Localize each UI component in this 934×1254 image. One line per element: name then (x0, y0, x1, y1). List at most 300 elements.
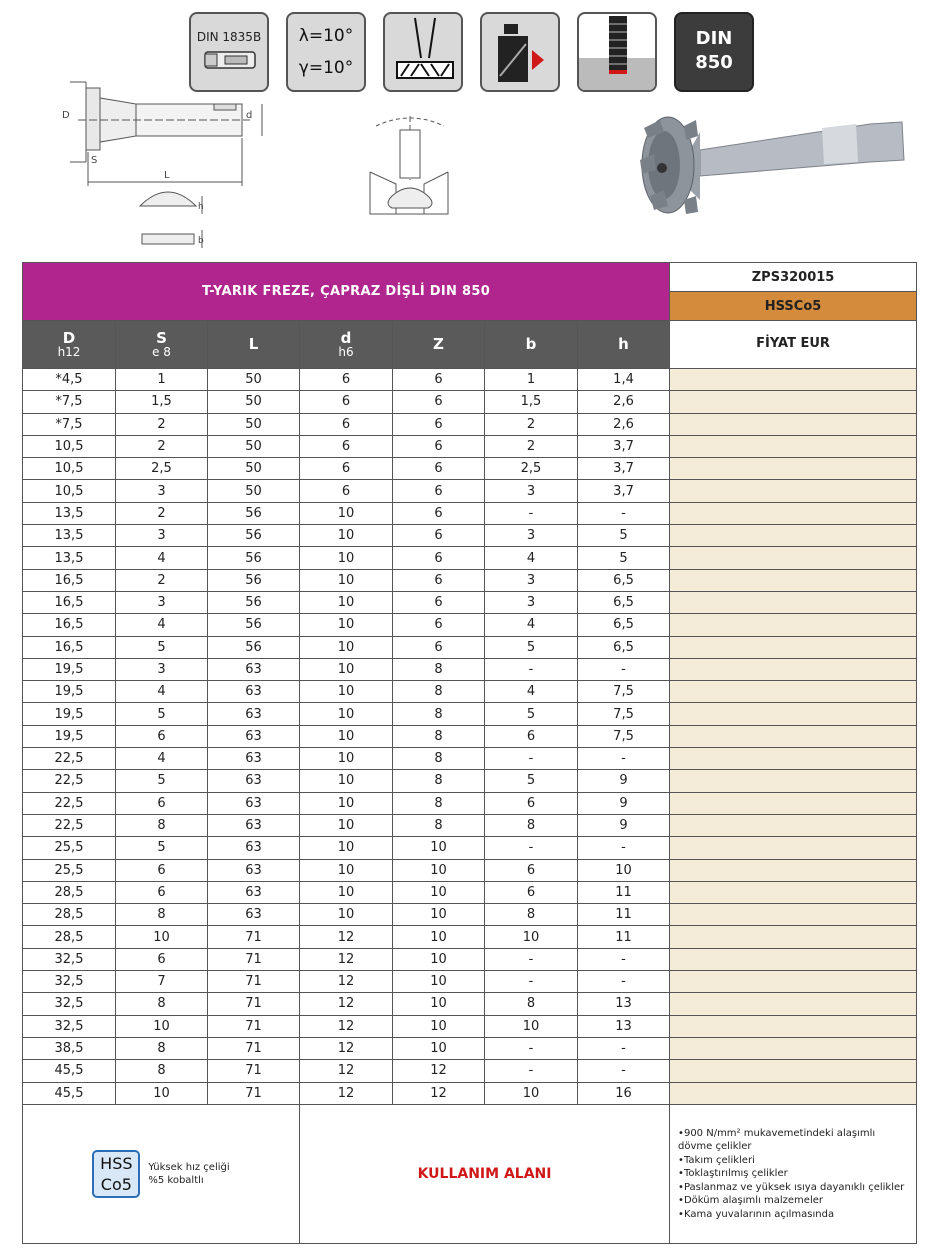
din-spec-label: DIN 1835B (196, 30, 262, 44)
table-cell: *7,5 (23, 391, 116, 413)
table-cell: 3 (485, 591, 578, 613)
material-label: HSSCo5 (670, 292, 917, 321)
price-cell (670, 614, 917, 636)
table-cell: 6 (300, 369, 393, 391)
table-cell: 71 (208, 993, 300, 1015)
table-cell: 10 (300, 703, 393, 725)
price-cell (670, 458, 917, 480)
table-cell: 10 (300, 502, 393, 524)
price-cell (670, 1082, 917, 1104)
table-cell: 1 (116, 369, 208, 391)
col-header-S: S e 8 (116, 321, 208, 369)
price-cell (670, 926, 917, 948)
table-cell: 8 (393, 792, 485, 814)
table-cell: 12 (393, 1082, 485, 1104)
price-cell (670, 391, 917, 413)
table-cell: 10 (393, 971, 485, 993)
table-cell: 10 (300, 881, 393, 903)
table-row (23, 971, 917, 993)
table-cell: 10 (485, 926, 578, 948)
table-cell: 32,5 (23, 1015, 116, 1037)
table-row (23, 569, 917, 591)
table-cell: 8 (116, 1037, 208, 1059)
table-cell: 63 (208, 881, 300, 903)
table-row (23, 703, 917, 725)
table-cell: 4 (116, 681, 208, 703)
price-cell (670, 1037, 917, 1059)
table-row (23, 814, 917, 836)
table-cell: - (578, 748, 670, 770)
table-cell: 19,5 (23, 703, 116, 725)
table-cell: 10 (300, 904, 393, 926)
table-cell: 10 (300, 658, 393, 680)
lambda-value: λ=10° (298, 26, 354, 46)
col-header-b: b (485, 321, 578, 369)
table-cell: 3,7 (578, 435, 670, 457)
table-cell: 22,5 (23, 748, 116, 770)
table-cell: 16,5 (23, 591, 116, 613)
table-cell: 63 (208, 904, 300, 926)
table-row (23, 748, 917, 770)
table-cell: 6 (393, 547, 485, 569)
table-cell: 10 (300, 547, 393, 569)
table-cell: 8 (116, 814, 208, 836)
table-cell: 71 (208, 948, 300, 970)
table-cell: 16,5 (23, 569, 116, 591)
table-cell: 19,5 (23, 725, 116, 747)
table-cell: 2,6 (578, 413, 670, 435)
table-cell: 8 (393, 658, 485, 680)
table-cell: 8 (393, 681, 485, 703)
table-cell: 2 (116, 502, 208, 524)
table-cell: 6 (485, 859, 578, 881)
table-cell: 8 (116, 904, 208, 926)
table-cell: 5 (116, 703, 208, 725)
table-cell: 2 (116, 413, 208, 435)
price-cell (670, 770, 917, 792)
footer-row (23, 1104, 917, 1243)
table-row (23, 547, 917, 569)
table-cell: 56 (208, 591, 300, 613)
table-cell: 32,5 (23, 993, 116, 1015)
table-cell: 10 (578, 859, 670, 881)
table-cell: 6 (300, 413, 393, 435)
label-b: b (198, 236, 204, 246)
table-cell: 3,7 (578, 480, 670, 502)
table-row (23, 369, 917, 391)
table-row (23, 1060, 917, 1082)
table-cell: 10 (300, 814, 393, 836)
table-cell: 50 (208, 480, 300, 502)
table-cell: 56 (208, 525, 300, 547)
price-cell (670, 636, 917, 658)
table-row (23, 413, 917, 435)
table-row (23, 636, 917, 658)
table-cell: 3 (485, 480, 578, 502)
price-cell (670, 703, 917, 725)
col-header-L: L (208, 321, 300, 369)
table-cell: 2,5 (485, 458, 578, 480)
table-cell: - (485, 1060, 578, 1082)
table-cell: 6 (300, 391, 393, 413)
usage-title-cell (300, 1104, 670, 1243)
table-cell: 6 (116, 792, 208, 814)
table-title: T-YARIK FREZE, ÇAPRAZ DİŞLİ DIN 850 (23, 263, 670, 321)
table-cell: 9 (578, 770, 670, 792)
table-cell: 4 (485, 614, 578, 636)
table-body (23, 369, 917, 1105)
table-cell: 12 (300, 971, 393, 993)
table-cell: 56 (208, 569, 300, 591)
price-cell (670, 480, 917, 502)
table-cell: 10 (300, 837, 393, 859)
table-cell: 6,5 (578, 636, 670, 658)
table-cell: 6,5 (578, 591, 670, 613)
table-cell: 5 (116, 837, 208, 859)
table-cell: 8 (393, 770, 485, 792)
table-cell: 6,5 (578, 614, 670, 636)
din-badge-line2: 850 (695, 52, 733, 73)
table-cell: 7,5 (578, 703, 670, 725)
table-row (23, 1037, 917, 1059)
table-cell: 2 (485, 435, 578, 457)
usage-item: • Toklaştırılmış çelikler (678, 1167, 910, 1181)
table-cell: 6 (393, 614, 485, 636)
table-cell: 5 (485, 703, 578, 725)
table-cell: 16,5 (23, 614, 116, 636)
label-L: L (164, 170, 170, 181)
table-cell: 8 (393, 703, 485, 725)
slot-milling-drawing (370, 116, 448, 214)
table-cell: 6 (393, 391, 485, 413)
table-cell: 71 (208, 1060, 300, 1082)
table-cell: 10 (393, 926, 485, 948)
technical-drawings (0, 0, 934, 262)
table-cell: 45,5 (23, 1082, 116, 1104)
table-cell: - (485, 1037, 578, 1059)
table-cell: 16 (578, 1082, 670, 1104)
table-row (23, 725, 917, 747)
table-cell: 10 (393, 904, 485, 926)
table-cell: - (485, 837, 578, 859)
table-row (23, 926, 917, 948)
table-cell: - (485, 502, 578, 524)
table-cell: 12 (300, 1082, 393, 1104)
table-cell: 10,5 (23, 435, 116, 457)
table-cell: 10 (300, 792, 393, 814)
table-cell: 10,5 (23, 480, 116, 502)
price-cell (670, 792, 917, 814)
price-cell (670, 748, 917, 770)
din-badge-line1: DIN (695, 28, 733, 49)
table-cell: 2 (485, 413, 578, 435)
table-cell: 71 (208, 1037, 300, 1059)
table-cell: 50 (208, 391, 300, 413)
table-cell: 1,5 (485, 391, 578, 413)
table-cell: 71 (208, 971, 300, 993)
table-cell: 19,5 (23, 681, 116, 703)
price-cell (670, 993, 917, 1015)
table-row (23, 837, 917, 859)
table-row (23, 614, 917, 636)
price-cell (670, 948, 917, 970)
price-cell (670, 1015, 917, 1037)
table-cell: 2 (116, 435, 208, 457)
table-row (23, 881, 917, 903)
table-cell: 6 (393, 591, 485, 613)
table-cell: 1,5 (116, 391, 208, 413)
table-cell: 63 (208, 859, 300, 881)
table-cell: - (485, 971, 578, 993)
table-cell: 63 (208, 792, 300, 814)
table-cell: 63 (208, 748, 300, 770)
table-row (23, 948, 917, 970)
table-cell: - (578, 1060, 670, 1082)
table-cell: 63 (208, 681, 300, 703)
table-cell: - (578, 971, 670, 993)
table-row (23, 458, 917, 480)
table-cell: 3 (116, 591, 208, 613)
table-cell: 6 (393, 413, 485, 435)
table-cell: 32,5 (23, 948, 116, 970)
table-row (23, 681, 917, 703)
table-cell: 63 (208, 725, 300, 747)
table-cell: 7 (116, 971, 208, 993)
table-cell: 71 (208, 926, 300, 948)
table-cell: 63 (208, 703, 300, 725)
table-cell: 71 (208, 1082, 300, 1104)
table-cell: 11 (578, 926, 670, 948)
table-cell: 3 (116, 525, 208, 547)
price-cell (670, 502, 917, 524)
table-cell: 63 (208, 814, 300, 836)
usage-item: • Paslanmaz ve yüksek ısıya dayanıklı çelikler (678, 1181, 910, 1195)
table-cell: 6 (393, 502, 485, 524)
table-cell: 10 (116, 1015, 208, 1037)
table-cell: 6 (116, 881, 208, 903)
table-cell: 10 (300, 725, 393, 747)
table-cell: - (578, 948, 670, 970)
table-cell: 22,5 (23, 792, 116, 814)
table-cell: 6 (485, 881, 578, 903)
price-cell (670, 681, 917, 703)
table-cell: - (578, 502, 670, 524)
table-cell: 6 (116, 948, 208, 970)
table-cell: 13 (578, 1015, 670, 1037)
table-cell: 5 (578, 547, 670, 569)
table-cell: 8 (393, 725, 485, 747)
price-cell (670, 413, 917, 435)
table-cell: - (485, 748, 578, 770)
table-cell: 50 (208, 458, 300, 480)
table-cell: 22,5 (23, 770, 116, 792)
table-cell: 4 (116, 547, 208, 569)
table-cell: 6 (393, 569, 485, 591)
col-header-price: FİYAT EUR (670, 321, 917, 369)
table-cell: 10 (300, 859, 393, 881)
gamma-value: γ=10° (298, 58, 354, 78)
table-cell: 56 (208, 502, 300, 524)
table-cell: 2,5 (116, 458, 208, 480)
table-cell: 6 (485, 725, 578, 747)
price-cell (670, 547, 917, 569)
label-D: D (62, 110, 70, 121)
table-cell: 3 (116, 658, 208, 680)
table-cell: 9 (578, 814, 670, 836)
table-cell: 5 (116, 636, 208, 658)
table-row (23, 658, 917, 680)
table-cell: 12 (300, 926, 393, 948)
table-cell: *4,5 (23, 369, 116, 391)
price-cell (670, 837, 917, 859)
table-cell: - (578, 837, 670, 859)
side-view-drawing (70, 82, 262, 248)
table-cell: 7,5 (578, 681, 670, 703)
table-cell: 3 (485, 525, 578, 547)
label-S: S (91, 155, 98, 166)
table-cell: - (485, 658, 578, 680)
price-cell (670, 658, 917, 680)
table-cell: 4 (116, 614, 208, 636)
table-cell: 45,5 (23, 1060, 116, 1082)
table-cell: 10 (485, 1015, 578, 1037)
table-cell: 3 (116, 480, 208, 502)
price-cell (670, 859, 917, 881)
table-cell: 11 (578, 881, 670, 903)
table-cell: 8 (485, 814, 578, 836)
table-cell: 8 (116, 1060, 208, 1082)
table-cell: 28,5 (23, 881, 116, 903)
table-cell: 3,7 (578, 458, 670, 480)
table-row (23, 859, 917, 881)
table-cell: 50 (208, 435, 300, 457)
table-cell: 10 (300, 681, 393, 703)
hss-co5-icon: HSS Co5 (92, 1150, 140, 1198)
price-cell (670, 881, 917, 903)
table-cell: 13,5 (23, 525, 116, 547)
table-cell: 12 (393, 1060, 485, 1082)
label-h: h (198, 202, 204, 212)
table-cell: 5 (485, 636, 578, 658)
table-row (23, 1015, 917, 1037)
table-cell: 6,5 (578, 569, 670, 591)
table-cell: 10 (300, 614, 393, 636)
table-cell: 12 (300, 993, 393, 1015)
table-row (23, 792, 917, 814)
table-cell: 9 (578, 792, 670, 814)
table-cell: 6 (485, 792, 578, 814)
table-cell: 12 (300, 1037, 393, 1059)
col-header-h: h (578, 321, 670, 369)
table-cell: 4 (485, 547, 578, 569)
table-cell: 1 (485, 369, 578, 391)
price-cell (670, 435, 917, 457)
table-cell: 12 (300, 1015, 393, 1037)
table-cell: 6 (393, 458, 485, 480)
table-cell: 50 (208, 369, 300, 391)
table-cell: 5 (116, 770, 208, 792)
price-cell (670, 591, 917, 613)
price-cell (670, 369, 917, 391)
table-cell: 56 (208, 636, 300, 658)
table-cell: 10 (393, 993, 485, 1015)
table-cell: 3 (485, 569, 578, 591)
table-cell: 2 (116, 569, 208, 591)
table-row (23, 502, 917, 524)
table-cell: 6 (393, 480, 485, 502)
table-cell: 1,4 (578, 369, 670, 391)
table-cell: 10 (300, 636, 393, 658)
table-row (23, 480, 917, 502)
table-cell: 19,5 (23, 658, 116, 680)
table-cell: 10 (116, 926, 208, 948)
usage-item: • Takım çelikleri (678, 1154, 910, 1168)
table-cell: 63 (208, 837, 300, 859)
table-cell: 10 (393, 1037, 485, 1059)
usage-item: • 900 N/mm² mukavemetindeki alaşımlı dövme çelikler (678, 1127, 910, 1154)
table-cell: 5 (485, 770, 578, 792)
table-cell: 6 (116, 859, 208, 881)
table-row (23, 591, 917, 613)
table-cell: 6 (393, 435, 485, 457)
table-cell: 2,6 (578, 391, 670, 413)
table-row (23, 770, 917, 792)
table-cell: 10 (116, 1082, 208, 1104)
hss-description: Yüksek hız çeliği %5 kobaltlı (148, 1161, 230, 1186)
product-photo (640, 117, 904, 214)
table-cell: 16,5 (23, 636, 116, 658)
table-cell: 13,5 (23, 502, 116, 524)
hss-info-cell (23, 1104, 300, 1243)
table-cell: 12 (300, 1060, 393, 1082)
usage-item: • Kama yuvalarının açılmasında (678, 1208, 910, 1222)
table-cell: 25,5 (23, 837, 116, 859)
table-cell: 6 (116, 725, 208, 747)
table-cell: 28,5 (23, 904, 116, 926)
table-cell: 71 (208, 1015, 300, 1037)
price-cell (670, 814, 917, 836)
table-cell: 38,5 (23, 1037, 116, 1059)
table-cell: 63 (208, 658, 300, 680)
table-cell: 8 (393, 814, 485, 836)
table-cell: 10 (485, 1082, 578, 1104)
table-cell: 10 (393, 948, 485, 970)
table-cell: 6 (393, 525, 485, 547)
table-cell: - (578, 1037, 670, 1059)
table-cell: 10 (300, 525, 393, 547)
table-cell: 12 (300, 948, 393, 970)
table-cell: 10 (300, 770, 393, 792)
product-code: ZPS320015 (670, 263, 917, 292)
column-header-row (23, 321, 917, 369)
table-row (23, 993, 917, 1015)
table-cell: 8 (485, 904, 578, 926)
table-cell: *7,5 (23, 413, 116, 435)
table-cell: - (485, 948, 578, 970)
table-cell: 8 (393, 748, 485, 770)
table-cell: 5 (578, 525, 670, 547)
price-cell (670, 971, 917, 993)
price-cell (670, 725, 917, 747)
price-cell (670, 569, 917, 591)
table-cell: 63 (208, 770, 300, 792)
table-cell: 56 (208, 614, 300, 636)
table-row (23, 435, 917, 457)
table-cell: 6 (300, 435, 393, 457)
usage-list (670, 1127, 916, 1222)
table-cell: 6 (393, 636, 485, 658)
label-d: d (246, 110, 253, 121)
